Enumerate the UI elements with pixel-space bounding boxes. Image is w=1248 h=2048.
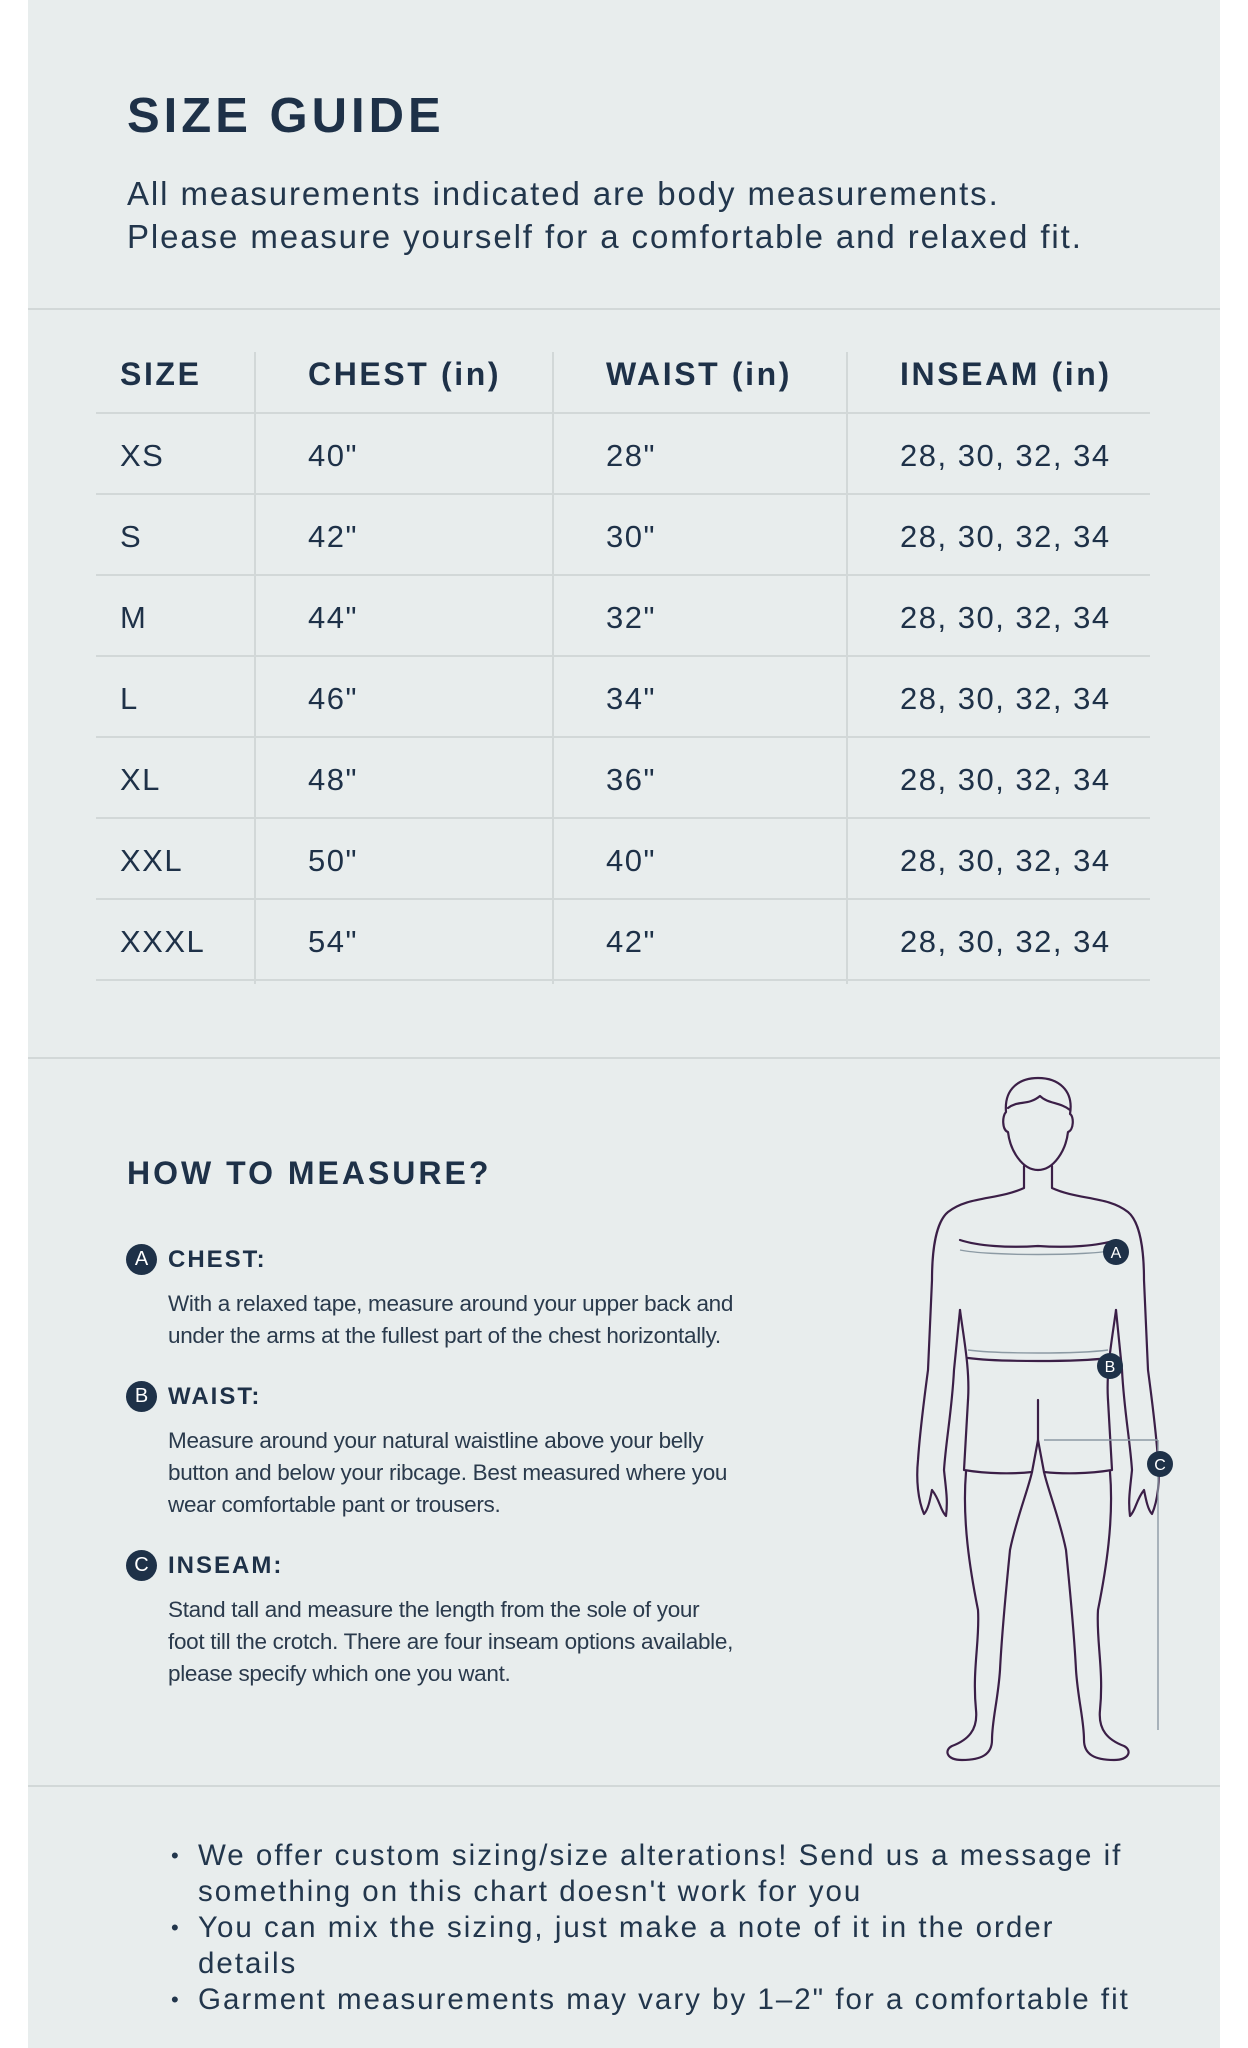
description-line: With a relaxed tape, measure around your upper back and (168, 1291, 734, 1316)
badge-a: A (126, 1244, 157, 1275)
svg-text:A: A (1110, 1245, 1122, 1262)
note-item (168, 1982, 1218, 2018)
size-cell: L (120, 680, 139, 716)
size-cell: M (120, 599, 148, 635)
waist-cell: 42" (606, 923, 656, 959)
chest-cell: 44" (308, 599, 358, 635)
waist-cell: 36" (606, 761, 656, 797)
description-line: foot till the crotch. There are four inseam options available, (168, 1629, 734, 1654)
waist-cell: 28" (606, 437, 656, 473)
divider (28, 308, 1220, 310)
chest-cell: 46" (308, 680, 358, 716)
notes-list (168, 1838, 1218, 2018)
note-line: • You can mix the sizing, just make a note of it in the order (198, 1911, 1055, 1944)
badge-b: B (126, 1381, 157, 1412)
divider (28, 1785, 1220, 1787)
table-row (96, 900, 1150, 981)
svg-text:C: C (1154, 1457, 1166, 1474)
intro-line: Please measure yourself for a comfortable and relaxed fit. (127, 218, 1083, 255)
badge-c: C (126, 1550, 157, 1581)
inseam-cell: 28, 30, 32, 34 (900, 923, 1111, 959)
chest-cell: 40" (308, 437, 358, 473)
how-to-measure-title: HOW TO MEASURE? (127, 1155, 492, 1191)
measure-label: INSEAM: (168, 1552, 284, 1579)
note-line: • Garment measurements may vary by 1–2" for a comfortable fit (198, 1983, 1130, 2016)
measure-item-waist (126, 1381, 866, 1521)
waist-measure-line (968, 1350, 1108, 1353)
measure-item-chest (126, 1244, 866, 1352)
size-table (96, 352, 1150, 981)
size-guide-card (28, 0, 1220, 2048)
note-line: something on this chart doesn't work for you (198, 1875, 863, 1908)
chest-measure-line (960, 1250, 1116, 1255)
measure-label: CHEST: (168, 1246, 267, 1273)
chest-cell: 42" (308, 518, 358, 554)
waist-cell: 40" (606, 842, 656, 878)
header-inseam: INSEAM (in) (900, 356, 1112, 392)
page-title: SIZE GUIDE (127, 89, 445, 143)
chest-cell: 54" (308, 923, 358, 959)
description-line: wear comfortable pant or trousers. (168, 1492, 501, 1517)
size-cell: XS (120, 437, 165, 473)
measure-description (168, 1594, 866, 1690)
header-size: SIZE (120, 356, 202, 392)
header-waist: WAIST (in) (606, 356, 792, 392)
header-chest: CHEST (in) (308, 356, 502, 392)
intro-line: All measurements indicated are body measurements. (127, 175, 1000, 212)
size-cell: S (120, 518, 143, 554)
table-row (96, 819, 1150, 900)
description-line: Stand tall and measure the length from the sole of your (168, 1597, 700, 1622)
size-cell: XL (120, 761, 161, 797)
note-item (168, 1838, 1218, 1910)
figure-torso (917, 1166, 1024, 1516)
intro-text (127, 172, 1187, 258)
inseam-cell: 28, 30, 32, 34 (900, 599, 1111, 635)
note-line: • We offer custom sizing/size alterations! Send us a message if (198, 1839, 1123, 1872)
figure-waist (968, 1358, 1108, 1361)
divider (28, 1057, 1220, 1059)
waist-cell: 32" (606, 599, 656, 635)
table-row (96, 738, 1150, 819)
inseam-cell: 28, 30, 32, 34 (900, 761, 1111, 797)
waist-cell: 34" (606, 680, 656, 716)
description-line: under the arms at the fullest part of the chest horizontally. (168, 1323, 721, 1348)
waist-cell: 30" (606, 518, 656, 554)
note-item (168, 1910, 1218, 1982)
size-cell: XXXL (120, 923, 206, 959)
inseam-cell: 28, 30, 32, 34 (900, 518, 1111, 554)
table-header-row (96, 352, 1150, 414)
marker-c (1147, 1451, 1173, 1477)
inseam-cell: 28, 30, 32, 34 (900, 680, 1111, 716)
svg-text:B: B (1104, 1359, 1116, 1376)
inseam-cell: 28, 30, 32, 34 (900, 842, 1111, 878)
description-line: please specify which one you want. (168, 1661, 511, 1686)
figure-leg-left (947, 1472, 1032, 1760)
figure-head (1003, 1078, 1073, 1170)
table-row (96, 576, 1150, 657)
measure-item-inseam (126, 1550, 866, 1690)
measure-description (168, 1425, 866, 1521)
figure-side-left (960, 1310, 968, 1400)
marker-a (1103, 1239, 1129, 1265)
chest-cell: 50" (308, 842, 358, 878)
figure-chest-line (960, 1240, 1116, 1247)
measure-label: WAIST: (168, 1383, 262, 1410)
size-cell: XXL (120, 842, 184, 878)
description-line: button and below your ribcage. Best measured where you (168, 1460, 728, 1485)
chest-cell: 48" (308, 761, 358, 797)
inseam-cell: 28, 30, 32, 34 (900, 437, 1111, 473)
table-row (96, 657, 1150, 738)
description-line: Measure around your natural waistline above your belly (168, 1428, 704, 1453)
table-row (96, 495, 1150, 576)
table-row (96, 414, 1150, 495)
figure-leg-right (1044, 1472, 1129, 1760)
body-outline-figure (888, 1070, 1188, 1770)
note-line: details (198, 1947, 298, 1980)
marker-b (1097, 1353, 1123, 1379)
figure-hair (1008, 1096, 1070, 1110)
measure-description (168, 1288, 866, 1352)
